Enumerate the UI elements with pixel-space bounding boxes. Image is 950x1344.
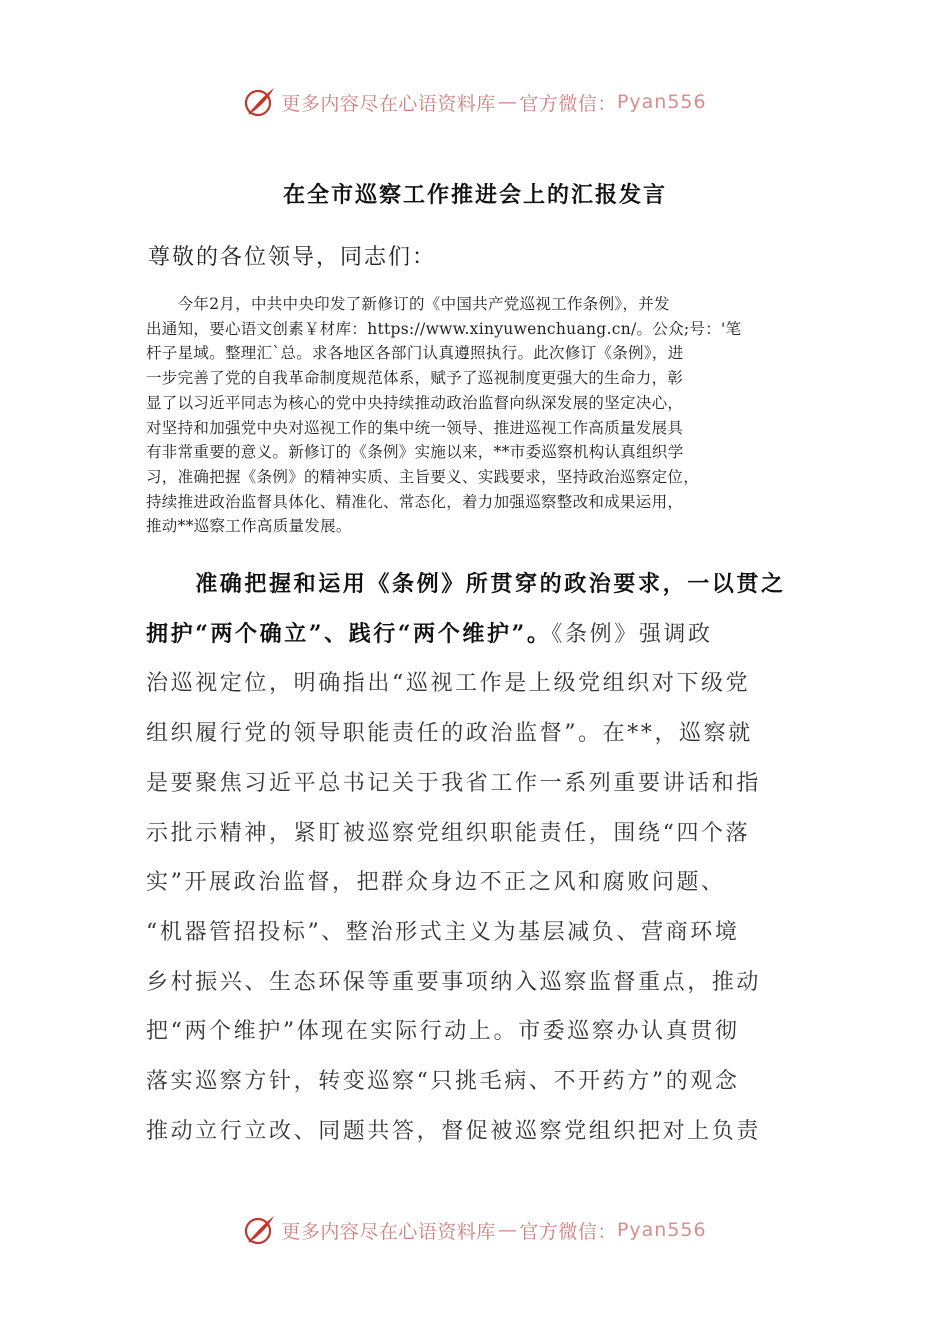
watermark-official: 官方微信： [519, 92, 617, 115]
intro-line: 今年2月，中共中央印发了新修订的《中国共产党巡视工作条例》，并发 [146, 295, 670, 313]
intro-line: 出通知，要心语文创素￥材库：https://www.xinyuwenchuang.cn/。公众;号：'笔 [146, 319, 742, 338]
body-line: 实”开展政治监督，把群众身边不正之风和腐败问题、 [146, 870, 726, 896]
intro-line: 习，准确把握《条例》的精神实质、主旨要义、实践要求，坚持政治巡察定位， [146, 467, 700, 486]
watermark-dash: — [497, 91, 518, 113]
intro-line: 显了以习近平同志为核心的党中央持续推动政治监督向纵深发展的坚定决心， [146, 393, 684, 412]
intro-line: 有非常重要的意义。新修订的《条例》实施以来，**市委巡察机构认真组织学 [146, 443, 684, 462]
body-line: “机器管招投标”、整治形式主义为基层减负、营商环境 [146, 919, 740, 945]
watermark-text: 更多内容尽在心语资料库 [281, 92, 496, 115]
quill-pen-logo-icon [243, 85, 277, 119]
body-line: 示批示精神，紧盯被巡察党组织职能责任，围绕“四个落 [146, 820, 751, 846]
intro-line: 对坚持和加强党中央对巡视工作的集中统一领导、推进巡视工作高质量发展具 [146, 418, 684, 437]
watermark-official: 官方微信： [519, 1220, 617, 1243]
watermark-wechat-id: Pyan556 [616, 1219, 707, 1241]
section-heading-line: 准确把握和运用《条例》所贯穿的政治要求，一以贯之 [146, 571, 786, 597]
body-line: 把“两个维护”体现在实际行动上。市委巡察办认真贯彻 [146, 1019, 740, 1045]
body-line: 推动立行立改、同题共答，督促被巡察党组织把对上负责 [146, 1118, 762, 1144]
body-line-rest: 《条例》强调政 [551, 621, 713, 647]
body-line: 是要聚焦习近平总书记关于我省工作一系列重要讲话和指 [146, 770, 762, 796]
header-watermark [0, 82, 950, 122]
section-heading-tail: 拥护“两个确立”、践行“两个维护”。 [146, 620, 552, 647]
watermark-text: 更多内容尽在心语资料库 [281, 1220, 496, 1243]
salutation: 尊敬的各位领导，同志们： [148, 245, 437, 270]
watermark-wechat-id: Pyan556 [616, 91, 707, 113]
body-line: 治巡视定位，明确指出“巡视工作是上级党组织对下级党 [146, 671, 751, 697]
quill-pen-logo-icon [243, 1213, 277, 1247]
intro-paragraph [146, 292, 810, 539]
intro-line: 持续推进政治监督具体化、精准化、常态化，着力加强巡察整改和成果运用， [146, 492, 684, 511]
body-paragraph [146, 560, 810, 1156]
document-title: 在全市巡察工作推进会上的汇报发言 [282, 182, 667, 208]
body-line [146, 610, 810, 660]
intro-line: 一步完善了党的自我革命制度规范体系，赋予了巡视制度更强大的生命力，彰 [146, 369, 684, 388]
intro-line: 杆子星域。整理汇`总。求各地区各部门认真遵照执行。此次修订《条例》，进 [146, 344, 684, 363]
body-line: 落实巡察方针，转变巡察“只挑毛病、不开药方”的观念 [146, 1069, 740, 1095]
footer-watermark [0, 1210, 950, 1250]
intro-line: 推动**巡察工作高质量发展。 [146, 517, 352, 536]
body-line: 乡村振兴、生态环保等重要事项纳入巡察监督重点，推动 [146, 969, 762, 995]
watermark-dash: — [497, 1219, 518, 1241]
body-line: 组织履行党的领导职能责任的政治监督”。在**，巡察就 [146, 721, 753, 747]
